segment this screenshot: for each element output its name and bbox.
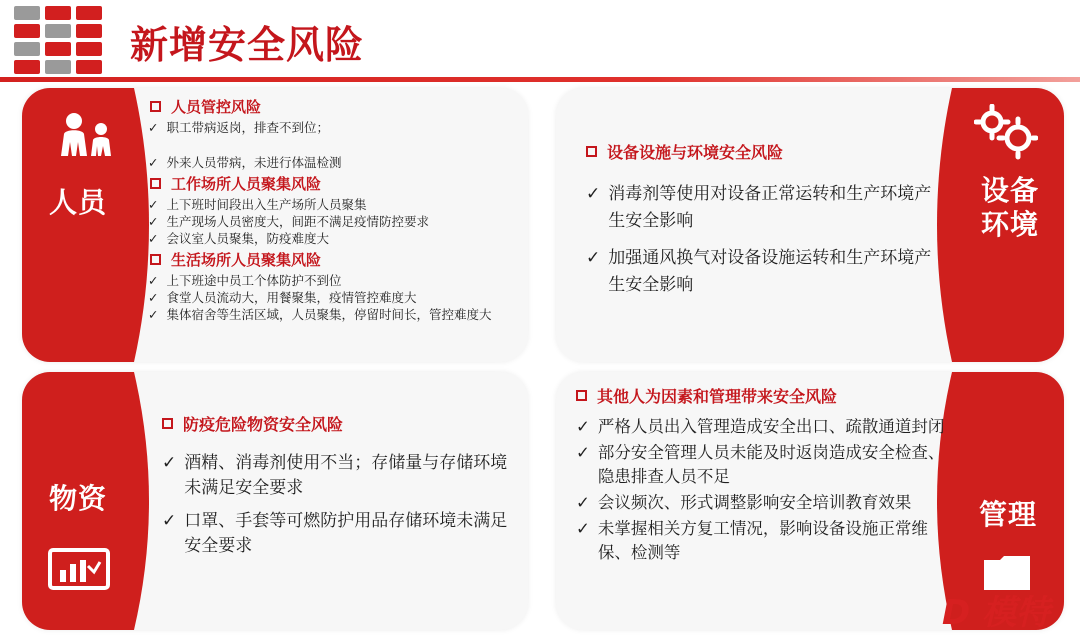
list-item: ✓ 部分安全管理人员未能及时返岗造成安全检查、隐患排查人员不足 [576,443,945,486]
page-title: 新增安全风险 [130,23,365,67]
side-curve [932,88,968,362]
materials-content [162,412,512,567]
category-heading: 其他人为因素和管理带来安全风险 [576,384,952,407]
personnel-content [148,94,520,323]
list-item: ✓ 上下班途中员工个体防护不到位 [148,273,342,288]
list-item: ✓ 会议室人员聚集，防疫难度大 [148,231,329,246]
category-heading: 设备设施与环境安全风险 [586,140,932,163]
list-item: ✓ 生产现场人员密度大，间距不满足疫情防控要求 [148,214,429,229]
equipment-content [586,140,932,309]
header-divider [0,77,1080,82]
watermark-logo: D 模特 [941,593,1050,633]
category-heading: 防疫危险物资安全风险 [162,412,512,435]
chart-monitor-icon [48,548,110,598]
panel-materials [22,372,528,630]
list-item: ✓ 酒精、消毒剂使用不当；存储量与存储环境未满足安全要求 [162,453,508,498]
list-item: ✓ 未掌握相关方复工情况，影响设备设施正常维保、检测等 [576,519,928,562]
list-item: ✓ 外来人员带病，未进行体温检测 [148,155,342,170]
gears-icon [974,104,1038,164]
side-label-materials: 物资 [48,482,107,515]
list-item: ✓ 口罩、手套等可燃防护用品存储环境未满足安全要求 [162,511,508,556]
category-heading: 人员管控风险 [150,96,520,117]
list-item: ✓ 会议频次、形式调整影响安全培训教育效果 [576,493,912,512]
header [0,0,1080,84]
panel-equipment [556,88,1064,362]
category-heading: 工作场所人员聚集风险 [150,173,520,194]
side-label-personnel: 人员 [48,186,107,219]
list-item: ✓ 集体宿舍等生活区域，人员聚集，停留时间长，管控难度大 [148,307,492,322]
list-item: ✓ 上下班时间段出入生产场所人员聚集 [148,197,367,212]
list-item: ✓ 严格人员出入管理造成安全出口、疏散通道封闭 [576,417,945,436]
side-curve [118,372,154,630]
side-label-management: 管理 [978,498,1037,531]
panel-personnel [22,88,528,362]
management-content [576,384,952,567]
list-item: ✓ 职工带病返岗，排查不到位； [148,120,329,135]
list-item: ✓ 加强通风换气对设备设施运转和生产环境产生安全影响 [586,248,932,295]
list-item: ✓ 消毒剂等使用对设备正常运转和生产环境产生安全影响 [586,184,932,231]
list-item: ✓ 食堂人员流动大，用餐聚集，疫情管控难度大 [148,290,417,305]
people-icon [56,112,116,162]
category-heading: 生活场所人员聚集风险 [150,249,520,270]
logo-grid [14,6,104,70]
side-label-equipment: 设备 环境 [980,174,1039,241]
